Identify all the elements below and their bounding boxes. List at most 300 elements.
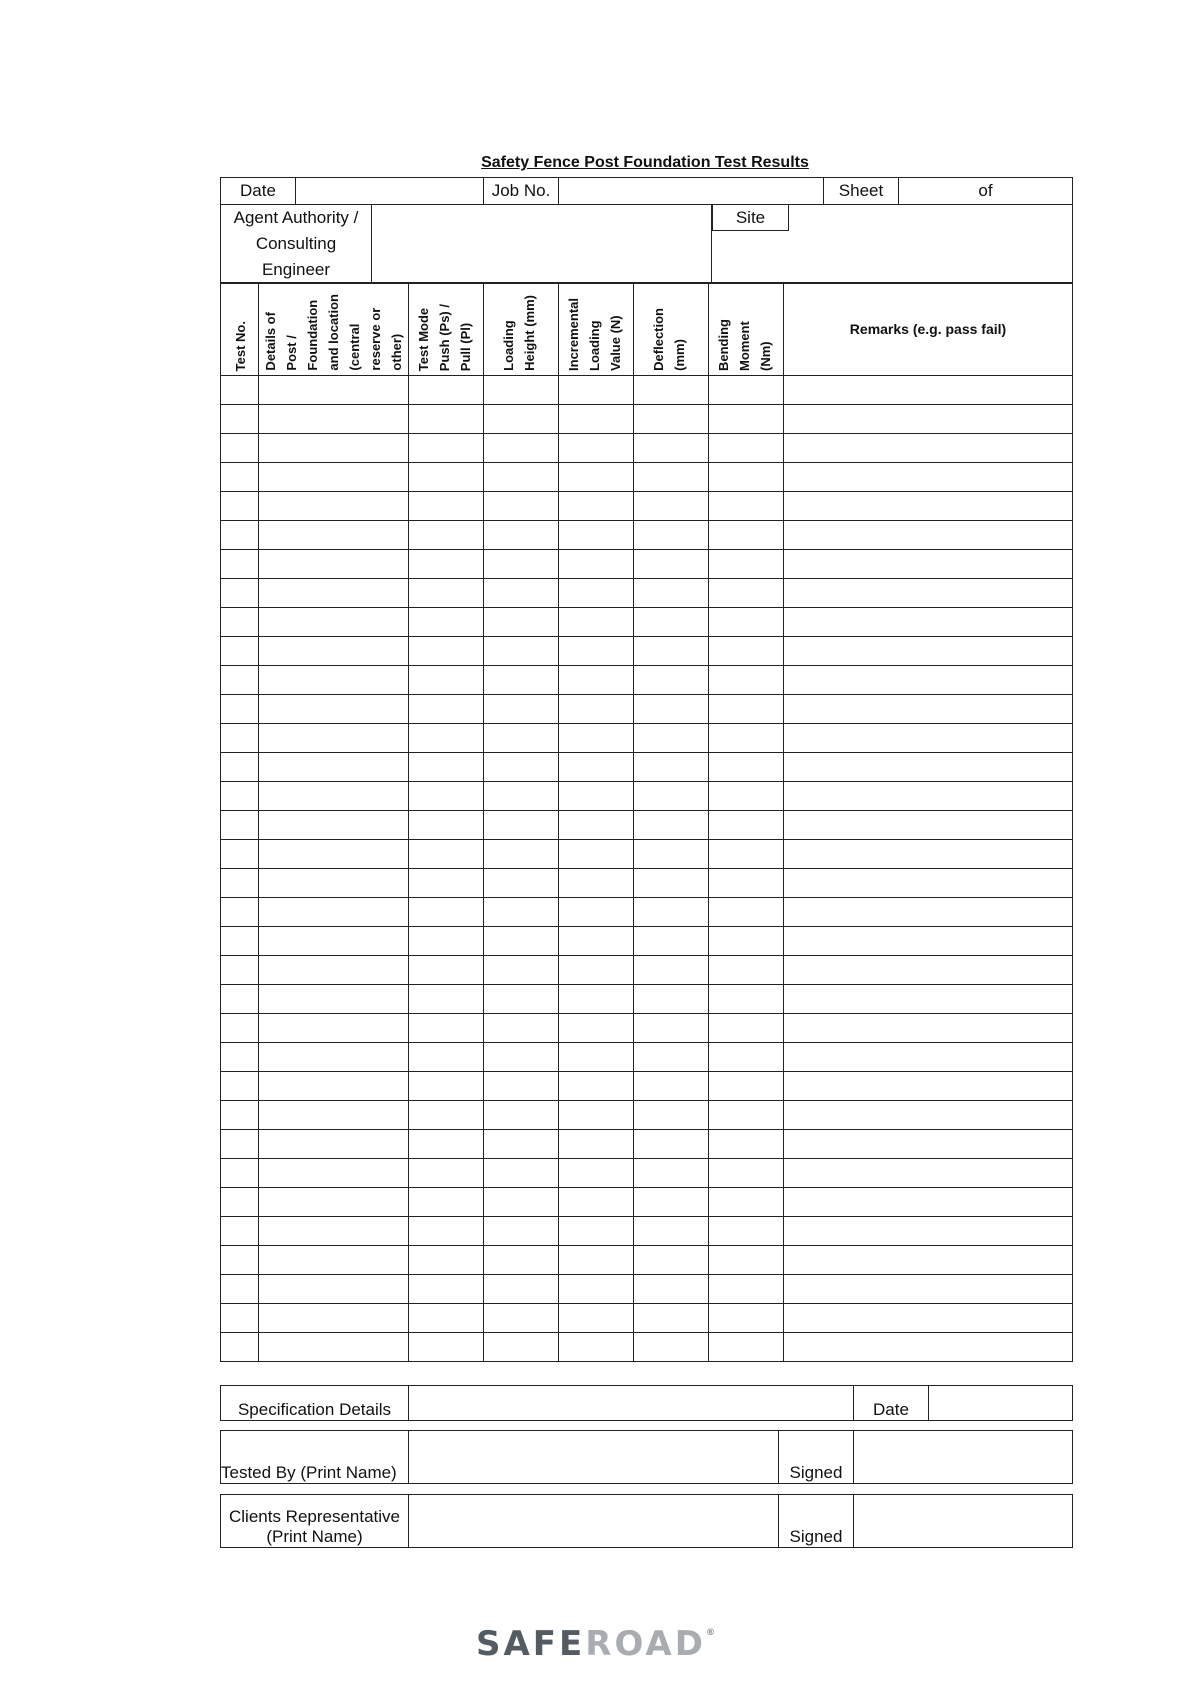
cell-test-mode[interactable] [409,492,484,521]
table-row [221,1043,1073,1072]
cell-deflection[interactable] [634,579,709,608]
cell-incremental[interactable] [559,521,634,550]
tested-by-signature-field[interactable] [854,1431,1073,1484]
cell-deflection[interactable] [634,753,709,782]
cell-remarks[interactable] [784,1072,1073,1101]
cell-loading-height[interactable] [484,985,559,1014]
cell-test-no[interactable] [221,405,259,434]
cell-test-no[interactable] [221,463,259,492]
cell-incremental[interactable] [559,666,634,695]
cell-loading-height[interactable] [484,521,559,550]
table-row [221,1246,1073,1275]
cell-loading-height[interactable] [484,492,559,521]
cell-test-no[interactable] [221,753,259,782]
tested-by-field[interactable] [409,1431,779,1484]
agent-authority-field[interactable] [372,205,712,284]
cell-loading-height[interactable] [484,666,559,695]
cell-test-no[interactable] [221,782,259,811]
cell-remarks[interactable] [784,695,1073,724]
cell-deflection[interactable] [634,1043,709,1072]
cell-test-mode[interactable] [409,898,484,927]
cell-bending[interactable] [709,1072,784,1101]
cell-test-mode[interactable] [409,666,484,695]
cell-bending[interactable] [709,869,784,898]
cell-test-no[interactable] [221,1130,259,1159]
cell-deflection[interactable] [634,1159,709,1188]
cell-bending[interactable] [709,637,784,666]
cell-deflection[interactable] [634,898,709,927]
cell-details[interactable] [259,1072,409,1101]
cell-details[interactable] [259,1333,409,1362]
cell-loading-height[interactable] [484,550,559,579]
cell-deflection[interactable] [634,985,709,1014]
cell-bending[interactable] [709,811,784,840]
cell-details[interactable] [259,492,409,521]
cell-test-mode[interactable] [409,1333,484,1362]
specification-date-field[interactable] [929,1386,1073,1421]
cell-test-no[interactable] [221,608,259,637]
cell-loading-height[interactable] [484,405,559,434]
cell-bending[interactable] [709,550,784,579]
cell-incremental[interactable] [559,405,634,434]
cell-loading-height[interactable] [484,840,559,869]
cell-test-no[interactable] [221,1246,259,1275]
cell-test-no[interactable] [221,1014,259,1043]
cell-remarks[interactable] [784,608,1073,637]
cell-deflection[interactable] [634,811,709,840]
cell-test-no[interactable] [221,985,259,1014]
cell-details[interactable] [259,1101,409,1130]
cell-deflection[interactable] [634,724,709,753]
cell-details[interactable] [259,898,409,927]
cell-loading-height[interactable] [484,811,559,840]
cell-test-mode[interactable] [409,1304,484,1333]
cell-incremental[interactable] [559,1275,634,1304]
cell-details[interactable] [259,666,409,695]
cell-remarks[interactable] [784,579,1073,608]
cell-remarks[interactable] [784,521,1073,550]
cell-remarks[interactable] [784,1275,1073,1304]
cell-incremental[interactable] [559,956,634,985]
cell-bending[interactable] [709,1043,784,1072]
cell-remarks[interactable] [784,1304,1073,1333]
cell-details[interactable] [259,1014,409,1043]
job-no-field[interactable] [559,178,824,205]
col-header-details-text: Details of Post / Foundation and location (central reserve or other) [263,294,404,371]
cell-incremental[interactable] [559,1188,634,1217]
cell-details[interactable] [259,1159,409,1188]
results-table [220,282,1073,1362]
cell-test-no[interactable] [221,898,259,927]
cell-incremental[interactable] [559,1101,634,1130]
cell-bending[interactable] [709,1246,784,1275]
cell-incremental[interactable] [559,811,634,840]
cell-deflection[interactable] [634,840,709,869]
cell-test-no[interactable] [221,637,259,666]
cell-bending[interactable] [709,695,784,724]
client-rep-signed-label: Signed [779,1495,854,1548]
cell-test-no[interactable] [221,579,259,608]
cell-bending[interactable] [709,376,784,405]
cell-bending[interactable] [709,434,784,463]
cell-test-mode[interactable] [409,782,484,811]
cell-remarks[interactable] [784,927,1073,956]
cell-test-mode[interactable] [409,1188,484,1217]
cell-bending[interactable] [709,1188,784,1217]
cell-deflection[interactable] [634,956,709,985]
cell-bending[interactable] [709,521,784,550]
cell-details[interactable] [259,550,409,579]
cell-bending[interactable] [709,1101,784,1130]
cell-incremental[interactable] [559,492,634,521]
cell-remarks[interactable] [784,1130,1073,1159]
cell-test-no[interactable] [221,1217,259,1246]
cell-test-no[interactable] [221,1304,259,1333]
cell-test-mode[interactable] [409,1072,484,1101]
cell-incremental[interactable] [559,1072,634,1101]
cell-remarks[interactable] [784,1217,1073,1246]
cell-deflection[interactable] [634,608,709,637]
cell-remarks[interactable] [784,1101,1073,1130]
cell-details[interactable] [259,637,409,666]
cell-details[interactable] [259,405,409,434]
cell-deflection[interactable] [634,376,709,405]
cell-deflection[interactable] [634,1130,709,1159]
cell-loading-height[interactable] [484,1246,559,1275]
cell-test-no[interactable] [221,1101,259,1130]
cell-test-mode[interactable] [409,927,484,956]
cell-bending[interactable] [709,1159,784,1188]
cell-incremental[interactable] [559,1304,634,1333]
cell-details[interactable] [259,869,409,898]
cell-test-mode[interactable] [409,637,484,666]
cell-loading-height[interactable] [484,1304,559,1333]
cell-loading-height[interactable] [484,1333,559,1362]
cell-details[interactable] [259,1246,409,1275]
cell-test-no[interactable] [221,1275,259,1304]
cell-test-mode[interactable] [409,376,484,405]
cell-incremental[interactable] [559,608,634,637]
cell-details[interactable] [259,1275,409,1304]
cell-details[interactable] [259,579,409,608]
tested-by-row [220,1430,1073,1484]
cell-details[interactable] [259,782,409,811]
cell-bending[interactable] [709,1217,784,1246]
cell-deflection[interactable] [634,434,709,463]
cell-deflection[interactable] [634,1333,709,1362]
sheet-of-field[interactable] [899,178,1073,205]
cell-incremental[interactable] [559,550,634,579]
cell-loading-height[interactable] [484,724,559,753]
cell-incremental[interactable] [559,1130,634,1159]
cell-loading-height[interactable] [484,869,559,898]
cell-loading-height[interactable] [484,1043,559,1072]
cell-deflection[interactable] [634,1246,709,1275]
cell-deflection[interactable] [634,1304,709,1333]
cell-test-mode[interactable] [409,1159,484,1188]
cell-bending[interactable] [709,898,784,927]
table-row [221,1217,1073,1246]
cell-remarks[interactable] [784,1333,1073,1362]
cell-loading-height[interactable] [484,1072,559,1101]
cell-test-mode[interactable] [409,1014,484,1043]
cell-test-mode[interactable] [409,695,484,724]
cell-incremental[interactable] [559,1014,634,1043]
cell-test-no[interactable] [221,521,259,550]
cell-details[interactable] [259,811,409,840]
cell-deflection[interactable] [634,463,709,492]
specification-field[interactable] [409,1386,854,1421]
cell-deflection[interactable] [634,695,709,724]
cell-test-mode[interactable] [409,1043,484,1072]
cell-loading-height[interactable] [484,898,559,927]
cell-deflection[interactable] [634,927,709,956]
cell-loading-height[interactable] [484,782,559,811]
cell-loading-height[interactable] [484,463,559,492]
cell-test-mode[interactable] [409,724,484,753]
cell-incremental[interactable] [559,840,634,869]
col-header-incremental [559,283,634,376]
cell-test-no[interactable] [221,956,259,985]
cell-incremental[interactable] [559,463,634,492]
cell-details[interactable] [259,1130,409,1159]
cell-test-mode[interactable] [409,463,484,492]
cell-deflection[interactable] [634,637,709,666]
cell-details[interactable] [259,695,409,724]
cell-loading-height[interactable] [484,927,559,956]
cell-test-mode[interactable] [409,1130,484,1159]
cell-remarks[interactable] [784,898,1073,927]
cell-test-mode[interactable] [409,1101,484,1130]
cell-test-no[interactable] [221,1072,259,1101]
cell-bending[interactable] [709,1014,784,1043]
cell-test-mode[interactable] [409,550,484,579]
cell-details[interactable] [259,463,409,492]
cell-test-no[interactable] [221,811,259,840]
cell-bending[interactable] [709,579,784,608]
table-row [221,1188,1073,1217]
cell-test-no[interactable] [221,666,259,695]
cell-test-no[interactable] [221,1188,259,1217]
cell-incremental[interactable] [559,434,634,463]
cell-details[interactable] [259,521,409,550]
cell-test-mode[interactable] [409,434,484,463]
cell-test-mode[interactable] [409,869,484,898]
cell-remarks[interactable] [784,1159,1073,1188]
cell-incremental[interactable] [559,579,634,608]
cell-test-mode[interactable] [409,1246,484,1275]
cell-incremental[interactable] [559,637,634,666]
cell-deflection[interactable] [634,550,709,579]
col-header-deflection [634,283,709,376]
cell-bending[interactable] [709,463,784,492]
cell-loading-height[interactable] [484,637,559,666]
cell-test-no[interactable] [221,869,259,898]
cell-remarks[interactable] [784,492,1073,521]
cell-deflection[interactable] [634,869,709,898]
cell-test-mode[interactable] [409,753,484,782]
cell-bending[interactable] [709,405,784,434]
cell-remarks[interactable] [784,550,1073,579]
cell-details[interactable] [259,1043,409,1072]
cell-bending[interactable] [709,724,784,753]
cell-deflection[interactable] [634,1217,709,1246]
cell-test-no[interactable] [221,1159,259,1188]
cell-remarks[interactable] [784,434,1073,463]
cell-bending[interactable] [709,1275,784,1304]
cell-bending[interactable] [709,753,784,782]
cell-test-mode[interactable] [409,840,484,869]
cell-test-no[interactable] [221,550,259,579]
cell-bending[interactable] [709,492,784,521]
cell-details[interactable] [259,1304,409,1333]
cell-test-no[interactable] [221,927,259,956]
cell-deflection[interactable] [634,521,709,550]
cell-remarks[interactable] [784,666,1073,695]
cell-test-mode[interactable] [409,521,484,550]
cell-remarks[interactable] [784,811,1073,840]
cell-bending[interactable] [709,1130,784,1159]
cell-remarks[interactable] [784,1014,1073,1043]
cell-remarks[interactable] [784,724,1073,753]
cell-loading-height[interactable] [484,579,559,608]
cell-test-no[interactable] [221,695,259,724]
cell-loading-height[interactable] [484,608,559,637]
cell-test-mode[interactable] [409,1275,484,1304]
cell-loading-height[interactable] [484,376,559,405]
cell-loading-height[interactable] [484,1130,559,1159]
cell-test-no[interactable] [221,376,259,405]
cell-bending[interactable] [709,985,784,1014]
cell-bending[interactable] [709,1304,784,1333]
cell-remarks[interactable] [784,782,1073,811]
cell-loading-height[interactable] [484,1275,559,1304]
table-row [221,869,1073,898]
cell-deflection[interactable] [634,1014,709,1043]
cell-deflection[interactable] [634,1101,709,1130]
cell-deflection[interactable] [634,782,709,811]
cell-test-no[interactable] [221,492,259,521]
cell-incremental[interactable] [559,1246,634,1275]
cell-remarks[interactable] [784,1043,1073,1072]
cell-test-mode[interactable] [409,579,484,608]
cell-bending[interactable] [709,927,784,956]
cell-incremental[interactable] [559,695,634,724]
cell-bending[interactable] [709,840,784,869]
cell-remarks[interactable] [784,637,1073,666]
cell-remarks[interactable] [784,840,1073,869]
cell-incremental[interactable] [559,1333,634,1362]
cell-remarks[interactable] [784,985,1073,1014]
cell-test-mode[interactable] [409,956,484,985]
cell-test-mode[interactable] [409,811,484,840]
cell-test-mode[interactable] [409,608,484,637]
cell-remarks[interactable] [784,956,1073,985]
cell-test-no[interactable] [221,1043,259,1072]
cell-bending[interactable] [709,782,784,811]
cell-remarks[interactable] [784,1246,1073,1275]
cell-details[interactable] [259,985,409,1014]
col-header-bending [709,283,784,376]
table-row [221,840,1073,869]
cell-test-mode[interactable] [409,985,484,1014]
cell-remarks[interactable] [784,1188,1073,1217]
cell-incremental[interactable] [559,753,634,782]
cell-remarks[interactable] [784,405,1073,434]
cell-details[interactable] [259,927,409,956]
registered-mark: ® [705,1628,715,1638]
cell-incremental[interactable] [559,898,634,927]
cell-deflection[interactable] [634,1072,709,1101]
cell-loading-height[interactable] [484,1188,559,1217]
client-rep-signature-field[interactable] [854,1495,1073,1548]
cell-incremental[interactable] [559,376,634,405]
cell-remarks[interactable] [784,376,1073,405]
cell-incremental[interactable] [559,1043,634,1072]
cell-deflection[interactable] [634,1275,709,1304]
cell-loading-height[interactable] [484,434,559,463]
cell-incremental[interactable] [559,724,634,753]
cell-test-no[interactable] [221,434,259,463]
cell-deflection[interactable] [634,492,709,521]
cell-loading-height[interactable] [484,956,559,985]
table-row [221,405,1073,434]
client-rep-field[interactable] [409,1495,779,1548]
cell-details[interactable] [259,1217,409,1246]
cell-remarks[interactable] [784,869,1073,898]
cell-loading-height[interactable] [484,1217,559,1246]
cell-test-mode[interactable] [409,1217,484,1246]
cell-incremental[interactable] [559,782,634,811]
cell-remarks[interactable] [784,753,1073,782]
cell-loading-height[interactable] [484,1159,559,1188]
site-field[interactable] [712,205,1073,284]
cell-loading-height[interactable] [484,1014,559,1043]
cell-loading-height[interactable] [484,1101,559,1130]
cell-details[interactable] [259,434,409,463]
cell-test-no[interactable] [221,724,259,753]
cell-bending[interactable] [709,608,784,637]
cell-remarks[interactable] [784,463,1073,492]
cell-incremental[interactable] [559,985,634,1014]
cell-incremental[interactable] [559,1217,634,1246]
cell-deflection[interactable] [634,666,709,695]
cell-details[interactable] [259,840,409,869]
cell-deflection[interactable] [634,1188,709,1217]
cell-incremental[interactable] [559,1159,634,1188]
cell-deflection[interactable] [634,405,709,434]
table-row [221,695,1073,724]
cell-incremental[interactable] [559,927,634,956]
table-row [221,927,1073,956]
cell-test-mode[interactable] [409,405,484,434]
cell-loading-height[interactable] [484,753,559,782]
cell-test-no[interactable] [221,840,259,869]
cell-test-no[interactable] [221,1333,259,1362]
cell-bending[interactable] [709,1333,784,1362]
cell-details[interactable] [259,724,409,753]
cell-incremental[interactable] [559,869,634,898]
cell-bending[interactable] [709,956,784,985]
cell-bending[interactable] [709,666,784,695]
date-field[interactable] [296,178,484,205]
cell-loading-height[interactable] [484,695,559,724]
cell-details[interactable] [259,376,409,405]
cell-details[interactable] [259,753,409,782]
cell-details[interactable] [259,1188,409,1217]
cell-details[interactable] [259,956,409,985]
cell-details[interactable] [259,608,409,637]
